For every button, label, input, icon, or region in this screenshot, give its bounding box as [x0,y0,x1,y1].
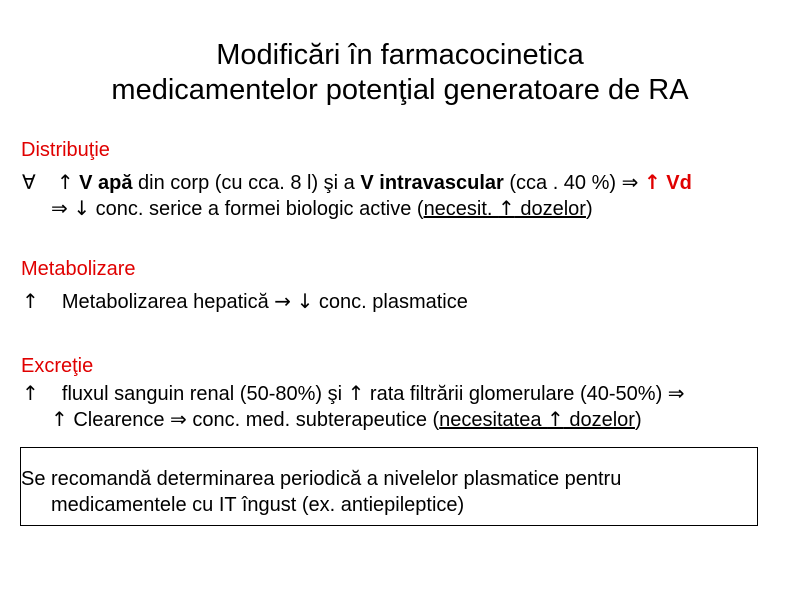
slide-title [0,38,800,108]
arrow-down-icon: ↓ [296,289,314,313]
arrow-up-icon: ↑ [56,170,74,194]
recommendation-line-2: medicamentele cu IT îngust (ex. antiepileptice) [51,494,465,516]
distributie-text-1: din corp (cu cca. 8 l) şi a [132,172,361,194]
distributie-line-2 [51,196,593,221]
arrow-up-icon: ↑ [51,407,68,431]
metabolizare-text-2: conc. plasmatice [313,291,468,313]
arrow-up-icon: ↑ [547,407,564,431]
heading-metabolizare: Metabolizare [21,258,136,280]
vd-term: Vd [666,172,692,194]
excretie-text-3: Clearence [67,409,171,431]
implies-icon: ⇒ [170,407,187,431]
for-all-bullet: ∀ [22,170,36,194]
title-line-2: medicamentelor potenţial generatoare de RA [111,74,689,106]
v-intravascular-term: V intravascular [360,172,504,194]
arrow-right-icon: → [274,289,292,313]
excretie-text-1: fluxul sanguin renal (50-80%) şi [61,383,348,405]
implies-icon: ⇒ [51,196,68,220]
implies-icon: ⇒ [667,381,685,405]
distributie-text-3: conc. serice a formei biologic active ( [90,198,424,220]
metabolizare-text: Metabolizarea hepatică [61,291,275,313]
arrow-up-icon: ↑ [347,381,365,405]
arrow-up-bullet-icon: ↑ [22,289,39,313]
excretie-line-1 [22,381,685,406]
distributie-text-2: (cca . 40 %) [503,172,622,194]
arrow-up-icon: ↑ [498,196,515,220]
heading-distributie: Distribuţie [21,139,110,161]
necesit-link-text: necesit. ↑ dozelor [423,196,586,220]
recommendation-box [20,447,758,526]
close-paren: ) [585,198,593,220]
arrow-up-icon: ↑ [643,170,661,194]
excretie-text-4: conc. med. subterapeutice ( [186,409,440,431]
implies-icon: ⇒ [621,170,639,194]
arrow-up-bullet-icon: ↑ [22,381,39,405]
distributie-line-1 [22,170,692,195]
excretie-line-2 [51,407,642,432]
necesitatea-link-text: necesitatea ↑ dozelor [439,407,635,431]
v-apa-term: V apă [79,172,133,194]
arrow-down-icon: ↓ [73,196,91,220]
recommendation-line-1: Se recomandă determinarea periodică a nivelelor plasmatice pentru [21,468,622,490]
heading-excretie: Excreţie [21,355,94,377]
metabolizare-line [22,289,468,314]
title-line-1: Modificări în farmacocinetica [216,39,584,71]
excretie-text-2: rata filtrării glomerulare (40-50%) [364,383,668,405]
close-paren: ) [634,409,642,431]
